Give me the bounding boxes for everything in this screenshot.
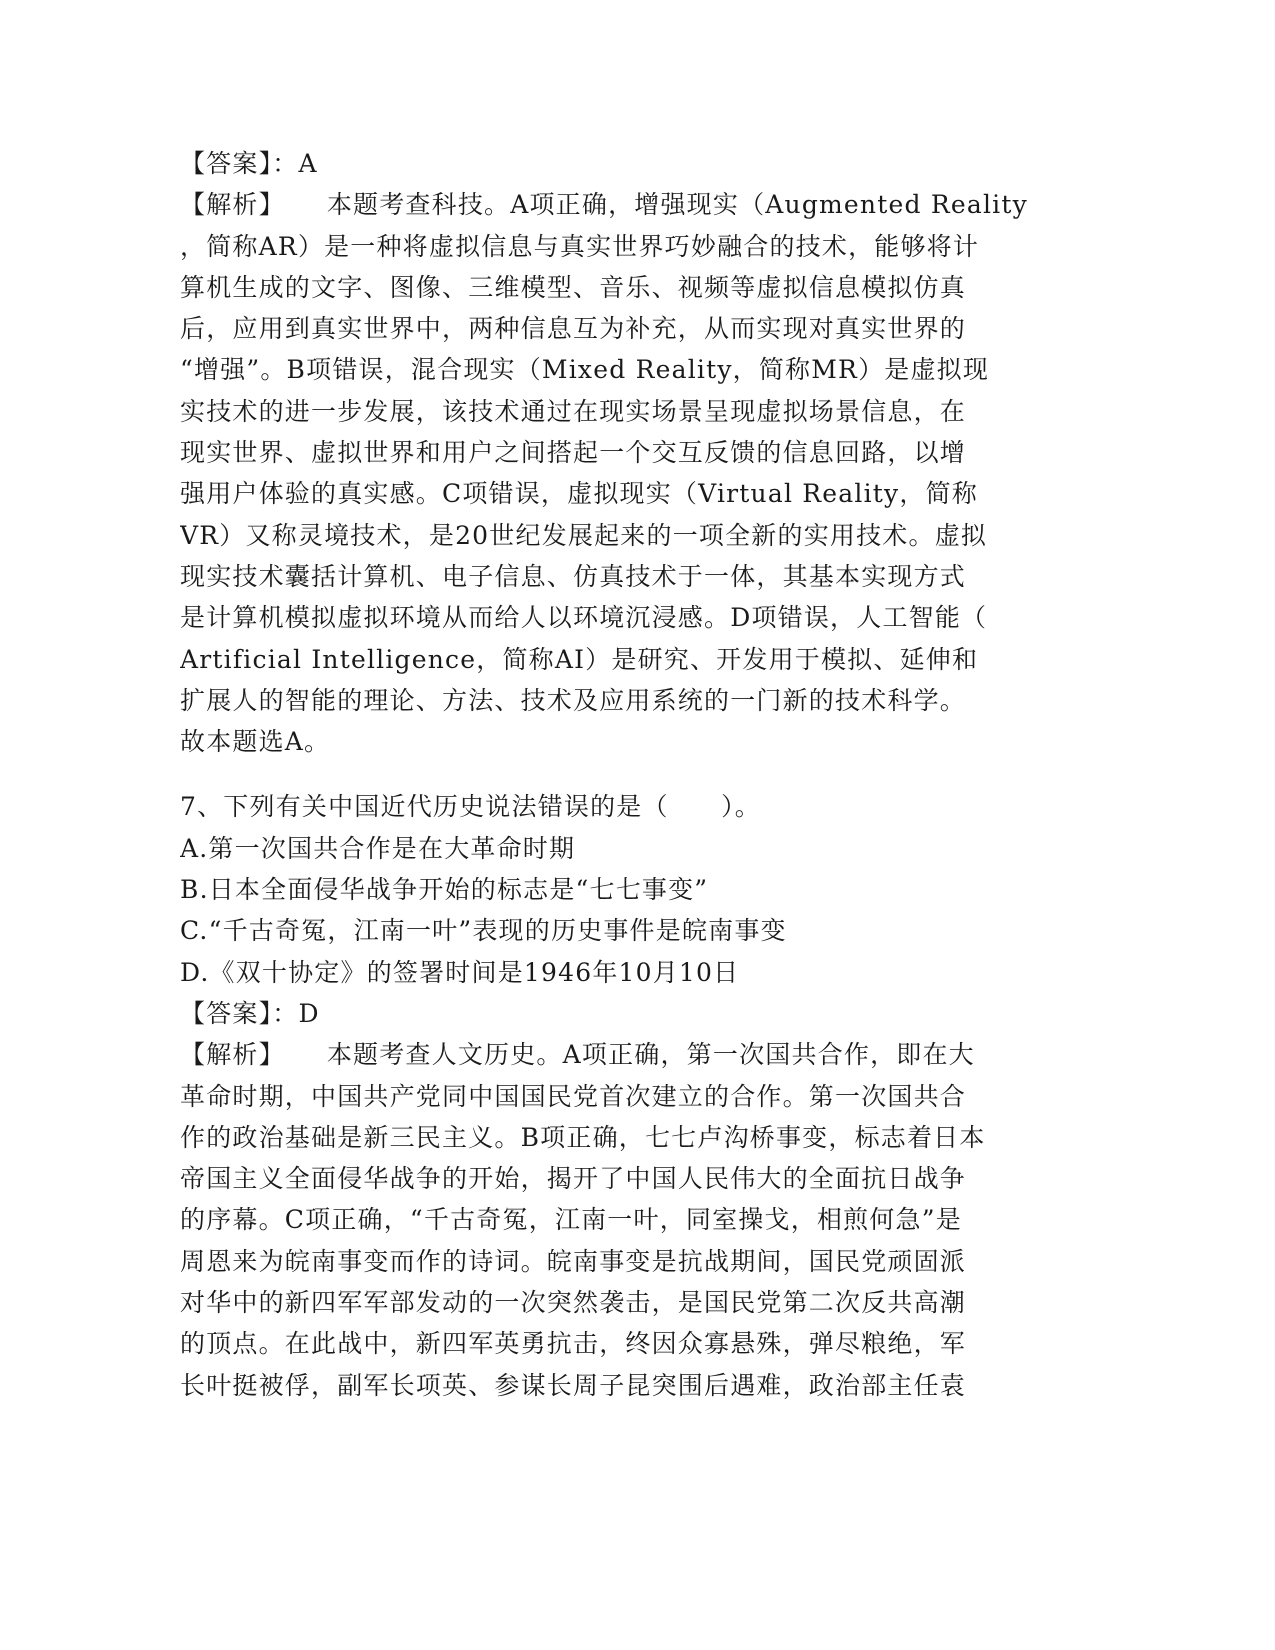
answer-line: 【答案】：A (180, 149, 318, 178)
analysis-text-line: VR）又称灵境技术，是20世纪发展起来的一项全新的实用技术。虚拟 (180, 520, 988, 550)
analysis-text-line: 周恩来为皖南事变而作的诗词。皖南事变是抗战期间，国民党顽固派 (180, 1246, 967, 1276)
question-stem: 7、下列有关中国近代历史说法错误的是（ ）。 (180, 792, 762, 822)
section-gap (180, 762, 1040, 786)
analysis-text-line: “增强”。B项错误，混合现实（Mixed Reality，简称MR）是虚拟现 (180, 355, 990, 385)
analysis-first-line (180, 184, 1040, 225)
option-c: C.“千古奇冤，江南一叶”表现的历史事件是皖南事变 (180, 916, 787, 946)
analysis-text-line: 长叶挺被俘，副军长项英、参谋长周子昆突围后遇难，政治部主任袁 (180, 1370, 967, 1400)
analysis-first-line (180, 1034, 1040, 1075)
analysis-text-line: Artificial Intelligence，简称AI）是研究、开发用于模拟、延伸和 (180, 644, 979, 674)
option-b: B.日本全面侵华战争开始的标志是“七七事变” (180, 875, 709, 905)
option-d: D.《双十协定》的签署时间是1946年10月10日 (180, 957, 740, 987)
analysis-text-line: 现实技术囊括计算机、电子信息、仿真技术于一体，其基本实现方式 (180, 561, 967, 591)
analysis-text-line: 的顶点。在此战中，新四军英勇抗击，终因众寡悬殊，弹尽粮绝，军 (180, 1329, 967, 1359)
analysis-text-line: 革命时期，中国共产党同中国国民党首次建立的合作。第一次国共合 (180, 1081, 967, 1111)
analysis-text-line: 作的政治基础是新三民主义。B项正确，七七卢沟桥事变，标志着日本 (180, 1122, 986, 1152)
analysis-label: 【解析】 (180, 190, 285, 220)
analysis-text-line: 的序幕。C项正确，“千古奇冤，江南一叶，同室操戈，相煎何急”是 (180, 1205, 962, 1235)
analysis-label: 【解析】 (180, 1040, 285, 1070)
analysis-text-line: 本题考查科技。A项正确，增强现实（Augmented Reality (326, 190, 1028, 220)
analysis-text-line: ，简称AR）是一种将虚拟信息与真实世界巧妙融合的技术，能够将计 (180, 231, 980, 261)
option-a: A.第一次国共合作是在大革命时期 (180, 833, 576, 863)
analysis-text-line: 算机生成的文字、图像、三维模型、音乐、视频等虚拟信息模拟仿真 (180, 272, 967, 302)
analysis-text-line: 本题考查人文历史。A项正确，第一次国共合作，即在大 (326, 1040, 975, 1070)
analysis-text-line: 帝国主义全面侵华战争的开始，揭开了中国人民伟大的全面抗日战争 (180, 1164, 967, 1194)
analysis-text-line: 是计算机模拟虚拟环境从而给人以环境沉浸感。D项错误，人工智能（ (180, 603, 988, 633)
analysis-text-line: 强用户体验的真实感。C项错误，虚拟现实（Virtual Reality，简称 (180, 479, 978, 509)
answer-line: 【答案】：D (180, 998, 320, 1028)
document-page (180, 143, 1040, 1406)
analysis-text-line: 实技术的进一步发展，该技术通过在现实场景呈现虚拟场景信息，在 (180, 396, 967, 426)
analysis-text-line: 对华中的新四军军部发动的一次突然袭击，是国民党第二次反共高潮 (180, 1288, 967, 1318)
analysis-text-line: 后，应用到真实世界中，两种信息互为补充，从而实现对真实世界的 (180, 314, 967, 344)
analysis-text-line: 扩展人的智能的理论、方法、技术及应用系统的一门新的技术科学。 (180, 685, 967, 715)
analysis-text-line: 故本题选A。 (180, 727, 331, 757)
analysis-text-line: 现实世界、虚拟世界和用户之间搭起一个交互反馈的信息回路，以增 (180, 438, 967, 468)
